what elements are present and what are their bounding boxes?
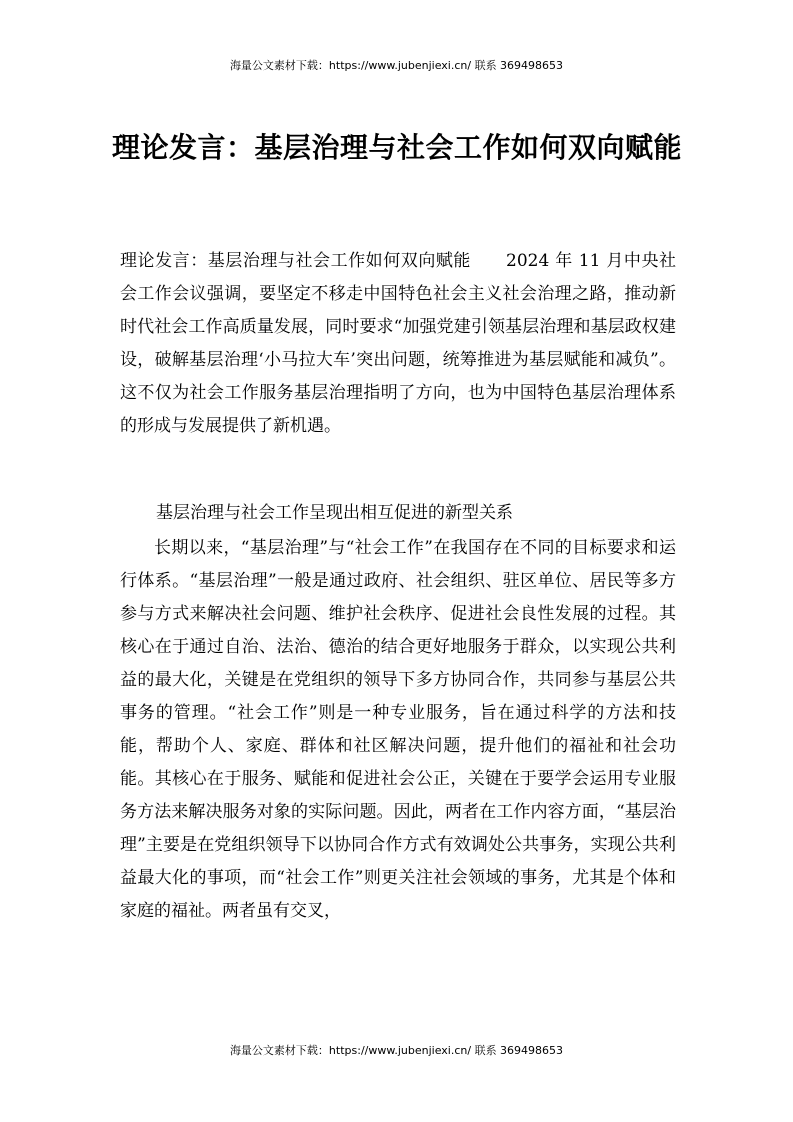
paragraph-intro: 理论发言：基层治理与社会工作如何双向赋能 2024 年 11 月中央社会工作会议强调，要坚定不移走中国特色社会主义社会治理之路，推动新时代社会工作高质量发展，同时要求“加强党建引领基层治理和基层政权建设，破解基层治理‘小马拉大车’突出问题，统筹推进为基层赋能和减负”。这不仅为社会工作服务基层治理指明了方向，也为中国特色基层治理体系的形成与发展提供了新机遇。 [120, 251, 676, 436]
document-title: 理论发言：基层治理与社会工作如何双向赋能 [112, 131, 683, 164]
paragraph-body: 长期以来，“基层治理”与“社会工作”在我国存在不同的目标要求和运行体系。“基层治理”一般是通过政府、社会组织、驻区单位、居民等多方参与方式来解决社会问题、维护社会秩序、促进社会良性发展的过程。其核心在于通过自治、法治、德治的结合更好地服务于群众，以实现公共利益的最大化，关键是在党组织的领导下多方协同合作，共同参与基层公共事务的管理。“社会工作”则是一种专业服务，旨在通过科学的方法和技能，帮助个人、家庭、群体和社区解决问题，提升他们的福祉和社会功能。其核心在于服务、赋能和促进社会公正，关键在于要学会运用专业服务方法来解决服务对象的实际问题。因此，两者在工作内容方面，“基层治理”主要是在党组织领导下以协同合作方式有效调处公共事务，实现公共利益最大化的事项，而“社会工作”则更关注社会领域的事务，尤其是个体和家庭的福祉。两者虽有交叉， [120, 538, 676, 921]
section-heading: 基层治理与社会工作呈现出相互促进的新型关系 [156, 503, 513, 523]
page-header: 海量公文素材下载：https://www.jubenjiexi.cn/ 联系 369498653 [229, 59, 564, 72]
page-footer: 海量公文素材下载：https://www.jubenjiexi.cn/ 联系 369498653 [229, 1044, 564, 1057]
